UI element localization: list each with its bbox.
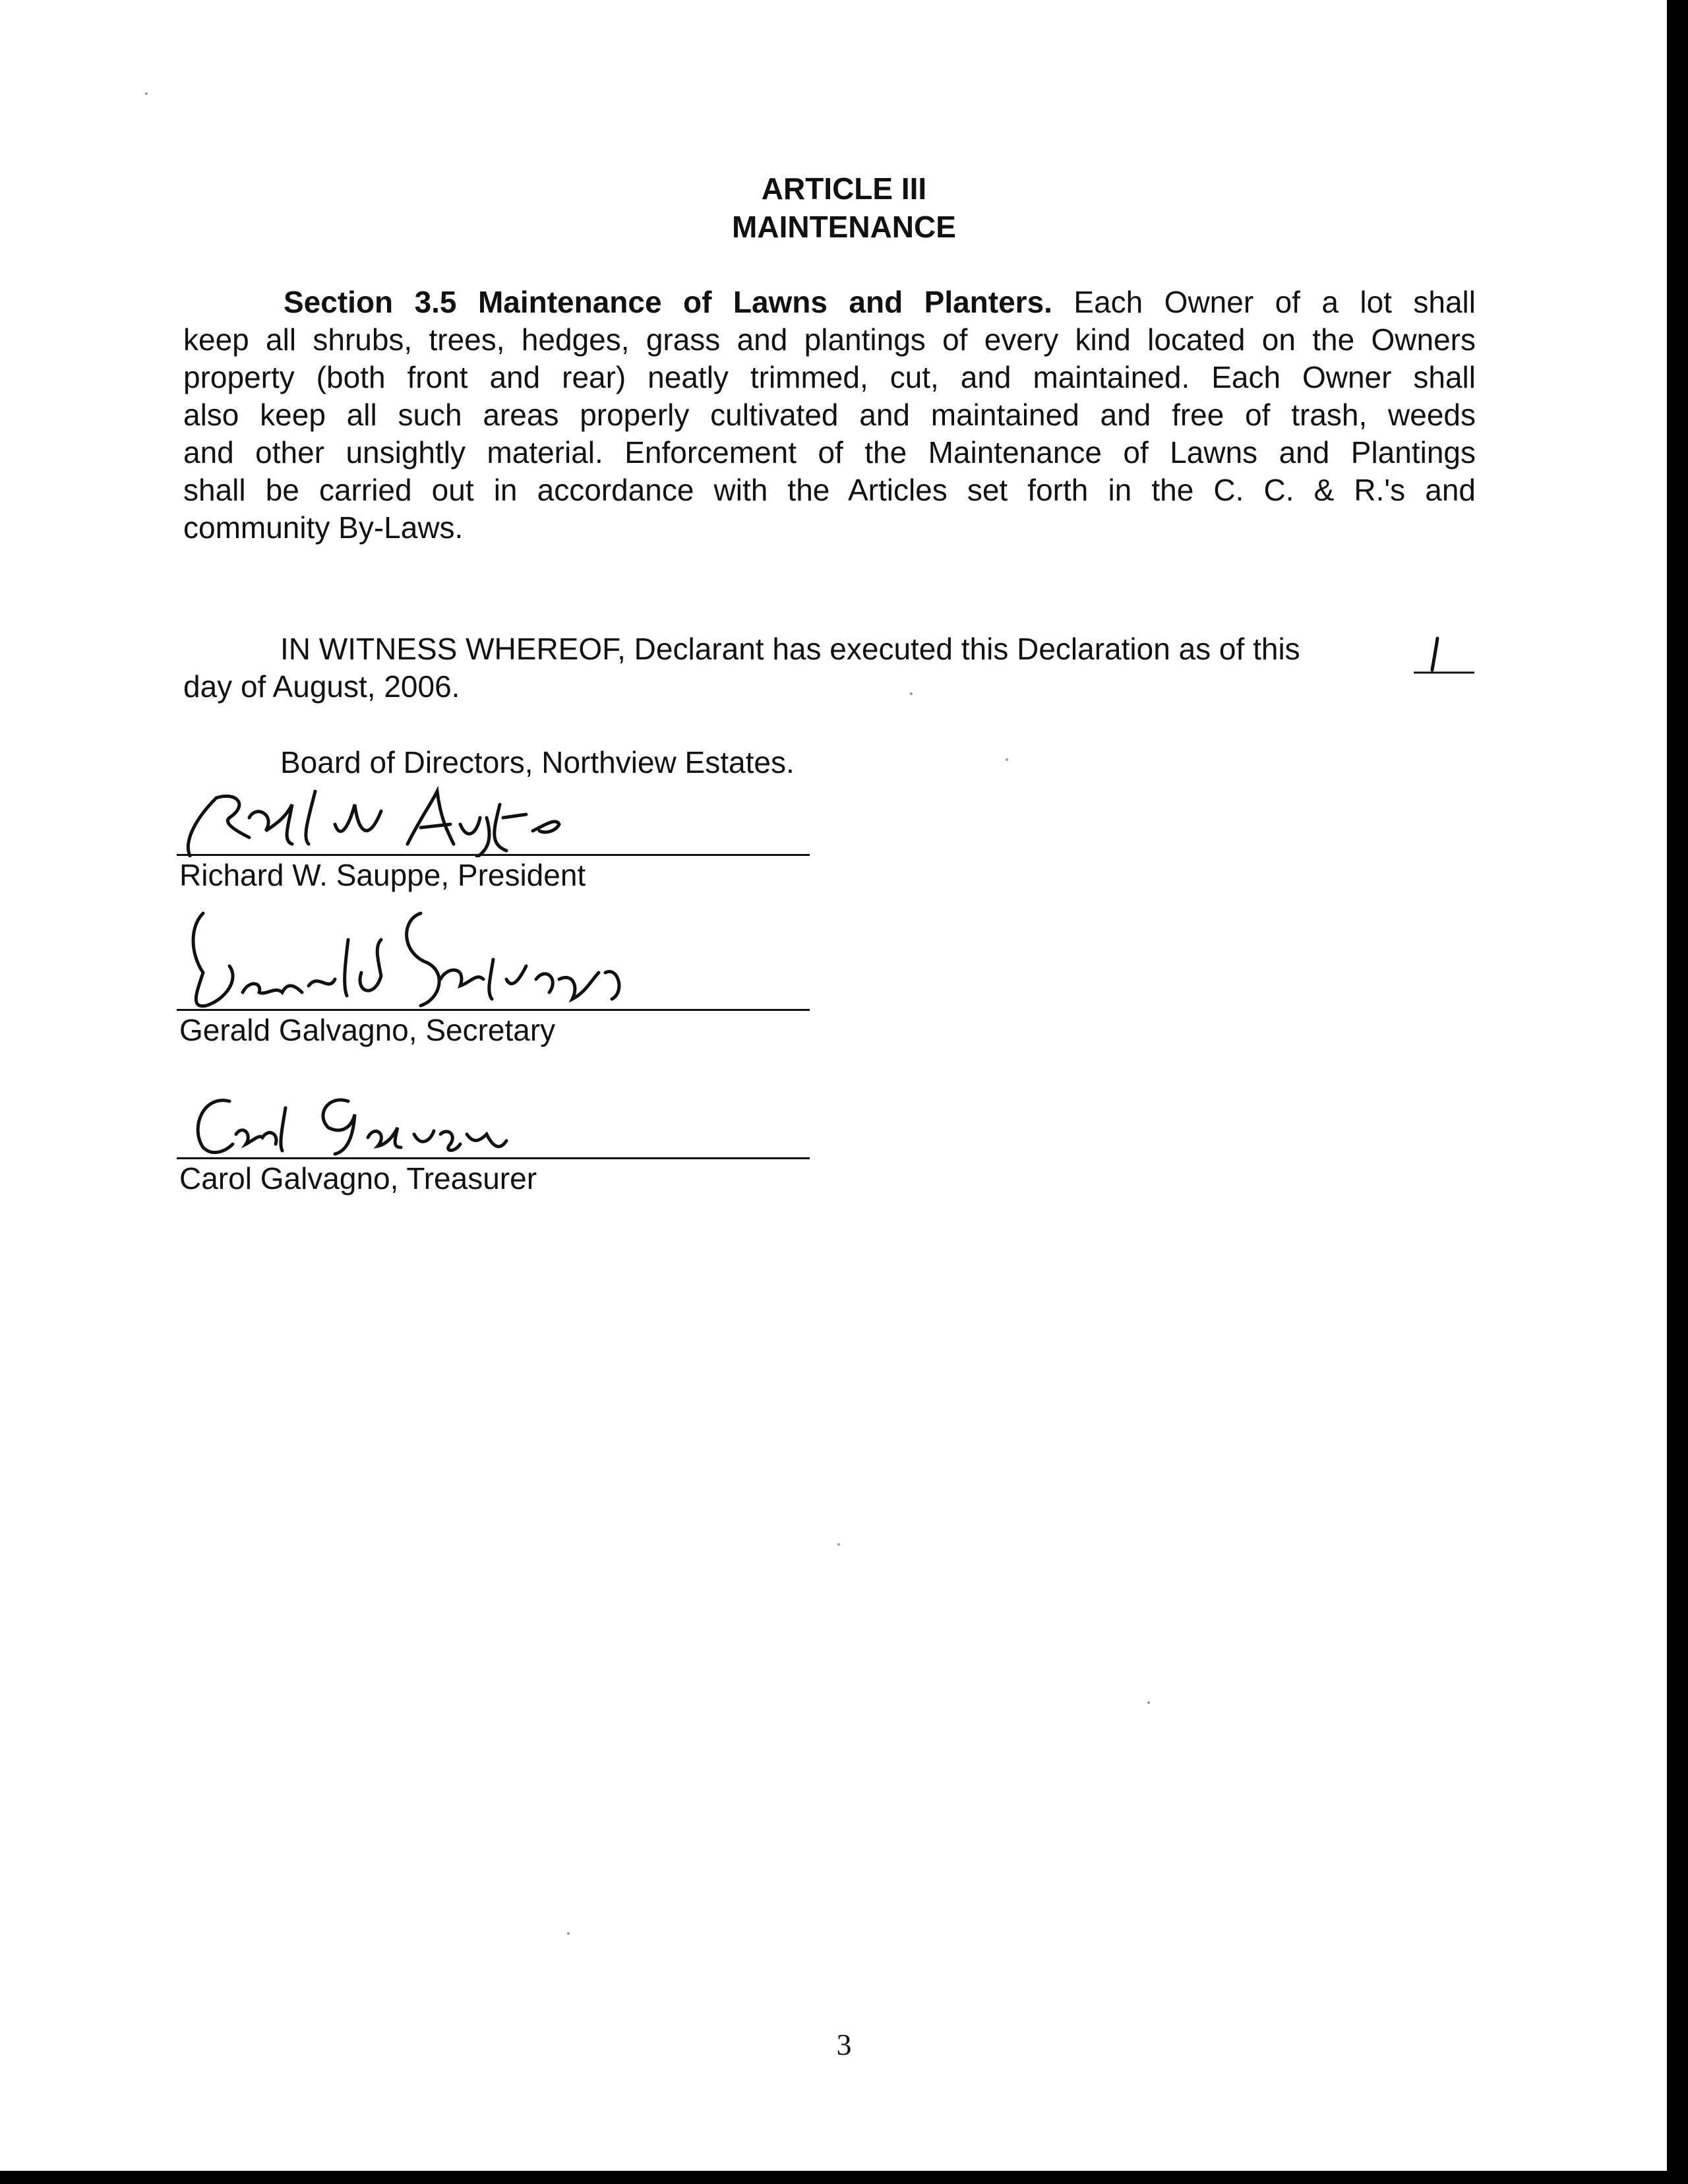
scan-speck	[1006, 758, 1008, 761]
scan-speck	[567, 1932, 570, 1935]
section-paragraph	[183, 284, 1476, 547]
signature-gerald-galvagno	[177, 900, 651, 1019]
paragraph-line: property (both front and rear) neatly trimmed, cut, and maintained. Each Owner shall	[183, 360, 1476, 394]
signature-block-president	[177, 778, 810, 897]
article-title: ARTICLE III	[761, 171, 927, 206]
paragraph-line: shall be carried out in accordance with the Articles set forth in the C. C. & R.'s and	[183, 473, 1476, 507]
signature-block-secretary	[177, 900, 810, 1052]
signature-carol-galvagno	[177, 1088, 546, 1161]
scan-speck	[1147, 1701, 1150, 1704]
signature-line	[177, 1157, 810, 1159]
paragraph-line-text: Each Owner of a lot shall	[1073, 285, 1476, 319]
handwritten-day-entry	[1411, 633, 1477, 679]
witness-line-2: day of August, 2006.	[183, 669, 460, 704]
signature-line	[177, 1009, 810, 1011]
paragraph-line: keep all shrubs, trees, hedges, grass and plantings of every kind located on the Owners	[183, 322, 1476, 357]
paragraph-line: and other unsightly material. Enforcement of the Maintenance of Lawns and Plantings	[183, 435, 1476, 470]
scan-speck	[837, 1543, 840, 1546]
page-number: 3	[836, 2028, 852, 2061]
scan-border-bottom	[0, 2171, 1688, 2184]
signatory-name-president: Richard W. Sauppe, President	[179, 858, 586, 892]
paragraph-line: also keep all such areas properly cultivated and maintained and free of trash, weeds	[183, 398, 1476, 432]
paragraph-line	[183, 284, 1476, 321]
signature-line	[177, 854, 810, 856]
paragraph-line: community By-Laws.	[183, 510, 464, 545]
signatory-name-treasurer: Carol Galvagno, Treasurer	[179, 1161, 537, 1196]
scan-speck	[145, 92, 148, 95]
article-subtitle: MAINTENANCE	[732, 210, 956, 244]
scan-speck	[910, 692, 913, 695]
witness-text: IN WITNESS WHEREOF, Declarant has executed this Declaration as of this	[280, 632, 1300, 666]
signatory-name-secretary: Gerald Galvagno, Secretary	[179, 1013, 556, 1047]
section-label: Section 3.5 Maintenance of Lawns and Planters.	[284, 285, 1052, 319]
signature-block-treasurer	[177, 1088, 810, 1207]
witness-line-1	[183, 630, 1476, 668]
signature-richard-sauppe	[177, 778, 599, 857]
witness-paragraph	[183, 630, 1476, 706]
board-of-directors-label: Board of Directors, Northview Estates.	[280, 745, 795, 779]
scan-border-right	[1667, 0, 1688, 2184]
